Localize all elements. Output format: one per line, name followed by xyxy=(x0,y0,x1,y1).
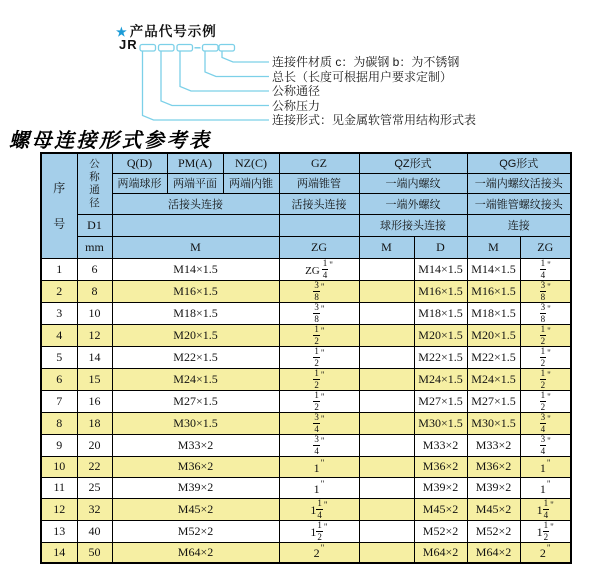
header-col-gz: GZ xyxy=(279,153,359,173)
row-m: M30×1.5 xyxy=(112,412,279,434)
header-col-pm: PM(A) xyxy=(167,153,223,173)
header-col-nz: NZ(C) xyxy=(223,153,279,173)
header-gz-type: 两端锥管 xyxy=(279,173,359,193)
table-row xyxy=(41,542,571,563)
header-mm: mm xyxy=(77,236,112,258)
row-dn: 14 xyxy=(77,346,112,368)
row-qz-m xyxy=(359,542,414,563)
product-code-heading-text: 产品代号示例 xyxy=(129,24,217,39)
row-gz-zg: 1 $\frac{1}{4}$ " xyxy=(279,498,359,520)
header-nz-type: 两端内锥 xyxy=(223,173,279,193)
product-code: JR xyxy=(119,37,138,52)
row-qg-m: M36×2 xyxy=(467,456,520,477)
row-m: M36×2 xyxy=(112,456,279,477)
row-dn: 6 xyxy=(77,258,112,280)
nut-connection-reference-table xyxy=(40,152,572,564)
row-seq: 13 xyxy=(41,520,77,542)
leader-lines xyxy=(143,51,270,120)
code-label-connection-type: 连接形式：见金属软管常用结构形式表 xyxy=(272,113,477,127)
row-gz-zg: $\frac{1}{2}$ " xyxy=(279,390,359,412)
row-qz-m xyxy=(359,346,414,368)
row-gz-zg: $\frac{1}{2}$ " xyxy=(279,346,359,368)
header-qz-d: D xyxy=(414,236,467,258)
header-qg-connection: 连接 xyxy=(467,214,571,236)
table-row xyxy=(41,324,571,346)
row-qg-zg: $\frac{3}{4}$ " xyxy=(520,434,571,456)
row-gz-zg: 1" xyxy=(279,456,359,477)
row-m: M18×1.5 xyxy=(112,302,279,324)
row-seq: 4 xyxy=(41,324,77,346)
star-icon: ★ xyxy=(116,25,128,39)
row-m: M27×1.5 xyxy=(112,390,279,412)
table-row xyxy=(41,368,571,390)
row-qz-m xyxy=(359,280,414,302)
row-gz-zg: 2" xyxy=(279,542,359,563)
row-qg-zg: $\frac{3}{4}$ " xyxy=(520,412,571,434)
row-qz-d: M24×1.5 xyxy=(414,368,467,390)
row-m: M20×1.5 xyxy=(112,324,279,346)
row-qz-d: M14×1.5 xyxy=(414,258,467,280)
row-qz-d: M33×2 xyxy=(414,434,467,456)
header-qg-m: M xyxy=(467,236,520,258)
row-seq: 1 xyxy=(41,258,77,280)
row-seq: 6 xyxy=(41,368,77,390)
code-label-nominal-pressure: 公称压力 xyxy=(272,99,321,113)
row-gz-zg: $\frac{1}{2}$ " xyxy=(279,368,359,390)
row-qg-zg: 2" xyxy=(520,542,571,563)
row-m: M33×2 xyxy=(112,434,279,456)
row-qg-m: M45×2 xyxy=(467,498,520,520)
row-m: M24×1.5 xyxy=(112,368,279,390)
row-qg-m: M16×1.5 xyxy=(467,280,520,302)
header-qg-type1: 一端内螺纹活接头 xyxy=(467,173,571,193)
row-seq: 5 xyxy=(41,346,77,368)
header-d1: D1 xyxy=(77,214,112,236)
header-qg-type2: 一端锥管螺纹接头 xyxy=(467,193,571,214)
row-qz-m xyxy=(359,324,414,346)
header-gz-connection: 活接头连接 xyxy=(279,193,359,214)
row-gz-zg: ZG $\frac{1}{4}$ " xyxy=(279,258,359,280)
row-gz-zg: 1 $\frac{1}{2}$ " xyxy=(279,520,359,542)
row-qg-m: M18×1.5 xyxy=(467,302,520,324)
header-col-q: Q(D) xyxy=(112,153,167,173)
row-qg-m: M30×1.5 xyxy=(467,412,520,434)
row-seq: 7 xyxy=(41,390,77,412)
row-m: M16×1.5 xyxy=(112,280,279,302)
row-qg-zg: 1 $\frac{1}{4}$ " xyxy=(520,498,571,520)
row-dn: 10 xyxy=(77,302,112,324)
header-blank-qpmnz xyxy=(112,214,279,236)
row-seq: 3 xyxy=(41,302,77,324)
header-qz-m: M xyxy=(359,236,414,258)
row-gz-zg: $\frac{1}{2}$ " xyxy=(279,324,359,346)
header-q-type: 两端球形 xyxy=(112,173,167,193)
row-m: M22×1.5 xyxy=(112,346,279,368)
row-qg-zg: $\frac{1}{2}$ " xyxy=(520,390,571,412)
row-qz-d: M22×1.5 xyxy=(414,346,467,368)
header-nominal-diameter: 公 称 通 径 xyxy=(77,153,112,214)
row-qg-m: M22×1.5 xyxy=(467,346,520,368)
row-qz-d: M39×2 xyxy=(414,477,467,498)
row-qg-m: M14×1.5 xyxy=(467,258,520,280)
table-title: 螺母连接形式参考表 xyxy=(9,130,212,152)
row-qg-m: M20×1.5 xyxy=(467,324,520,346)
header-qz-connection: 球形接头连接 xyxy=(359,214,467,236)
row-seq: 9 xyxy=(41,434,77,456)
row-m: M64×2 xyxy=(112,542,279,563)
row-m: M14×1.5 xyxy=(112,258,279,280)
row-qz-m xyxy=(359,520,414,542)
header-union-connection: 活接头连接 xyxy=(112,193,279,214)
table-row xyxy=(41,434,571,456)
row-qg-zg: $\frac{1}{2}$ " xyxy=(520,324,571,346)
table-row xyxy=(41,390,571,412)
row-qz-m xyxy=(359,368,414,390)
row-qz-d: M64×2 xyxy=(414,542,467,563)
code-label-material: 连接件材质 c：为碳钢 b：为不锈钢 xyxy=(272,55,460,69)
table-row xyxy=(41,477,571,498)
row-qz-m xyxy=(359,302,414,324)
row-dn: 25 xyxy=(77,477,112,498)
row-dn: 40 xyxy=(77,520,112,542)
row-dn: 50 xyxy=(77,542,112,563)
row-qz-d: M18×1.5 xyxy=(414,302,467,324)
row-qz-d: M20×1.5 xyxy=(414,324,467,346)
row-qz-m xyxy=(359,498,414,520)
table-row xyxy=(41,456,571,477)
header-seq: 序 号 xyxy=(41,153,77,258)
row-qz-m xyxy=(359,258,414,280)
row-qg-m: M52×2 xyxy=(467,520,520,542)
row-qz-m xyxy=(359,390,414,412)
row-gz-zg: $\frac{3}{4}$ " xyxy=(279,412,359,434)
row-qg-m: M64×2 xyxy=(467,542,520,563)
header-col-qz: QZ形式 xyxy=(359,153,467,173)
row-seq: 12 xyxy=(41,498,77,520)
row-qg-zg: $\frac{3}{8}$ " xyxy=(520,302,571,324)
row-qz-d: M45×2 xyxy=(414,498,467,520)
row-gz-zg: $\frac{3}{8}$ " xyxy=(279,302,359,324)
row-gz-zg: $\frac{3}{8}$ " xyxy=(279,280,359,302)
row-qz-m xyxy=(359,456,414,477)
table-body xyxy=(41,258,571,563)
row-gz-zg: 1" xyxy=(279,477,359,498)
row-dn: 16 xyxy=(77,390,112,412)
row-m: M39×2 xyxy=(112,477,279,498)
table-row xyxy=(41,258,571,280)
header-pm-type: 两端平面 xyxy=(167,173,223,193)
row-dn: 20 xyxy=(77,434,112,456)
row-dn: 22 xyxy=(77,456,112,477)
table-row xyxy=(41,520,571,542)
row-qg-zg: 1 $\frac{1}{2}$ " xyxy=(520,520,571,542)
row-seq: 10 xyxy=(41,456,77,477)
row-dn: 15 xyxy=(77,368,112,390)
header-gz-unit: ZG xyxy=(279,236,359,258)
row-m: M52×2 xyxy=(112,520,279,542)
row-qg-m: M39×2 xyxy=(467,477,520,498)
row-qg-zg: 1" xyxy=(520,477,571,498)
row-qg-m: M27×1.5 xyxy=(467,390,520,412)
row-qg-zg: $\frac{3}{8}$ " xyxy=(520,280,571,302)
row-qz-d: M16×1.5 xyxy=(414,280,467,302)
row-qg-zg: 1" xyxy=(520,456,571,477)
row-qz-m xyxy=(359,412,414,434)
code-label-nominal-diameter: 公称通径 xyxy=(272,84,321,98)
table-row xyxy=(41,302,571,324)
row-qg-m: M33×2 xyxy=(467,434,520,456)
row-qz-m xyxy=(359,434,414,456)
row-qg-m: M24×1.5 xyxy=(467,368,520,390)
row-qg-zg: $\frac{1}{2}$ " xyxy=(520,346,571,368)
header-qg-zg: ZG xyxy=(520,236,571,258)
code-label-length: 总长（长度可根据用户要求定制） xyxy=(272,70,453,84)
row-dn: 8 xyxy=(77,280,112,302)
row-m: M45×2 xyxy=(112,498,279,520)
table-row xyxy=(41,346,571,368)
header-blank-gz xyxy=(279,214,359,236)
row-seq: 11 xyxy=(41,477,77,498)
row-seq: 8 xyxy=(41,412,77,434)
table-row xyxy=(41,280,571,302)
table-row xyxy=(41,412,571,434)
row-dn: 12 xyxy=(77,324,112,346)
row-qz-m xyxy=(359,477,414,498)
row-gz-zg: $\frac{3}{4}$ " xyxy=(279,434,359,456)
table-row xyxy=(41,498,571,520)
row-qz-d: M27×1.5 xyxy=(414,390,467,412)
row-qz-d: M30×1.5 xyxy=(414,412,467,434)
row-qz-d: M36×2 xyxy=(414,456,467,477)
row-qg-zg: $\frac{1}{2}$ " xyxy=(520,368,571,390)
header-m-span: M xyxy=(112,236,279,258)
row-qz-d: M52×2 xyxy=(414,520,467,542)
header-qz-type1: 一端内螺纹 xyxy=(359,173,467,193)
code-boxes xyxy=(140,45,235,52)
row-dn: 32 xyxy=(77,498,112,520)
header-col-qg: QG形式 xyxy=(467,153,571,173)
row-seq: 14 xyxy=(41,542,77,563)
header-qz-type2: 一端外螺纹 xyxy=(359,193,467,214)
row-dn: 18 xyxy=(77,412,112,434)
row-seq: 2 xyxy=(41,280,77,302)
row-qg-zg: $\frac{1}{4}$ " xyxy=(520,258,571,280)
